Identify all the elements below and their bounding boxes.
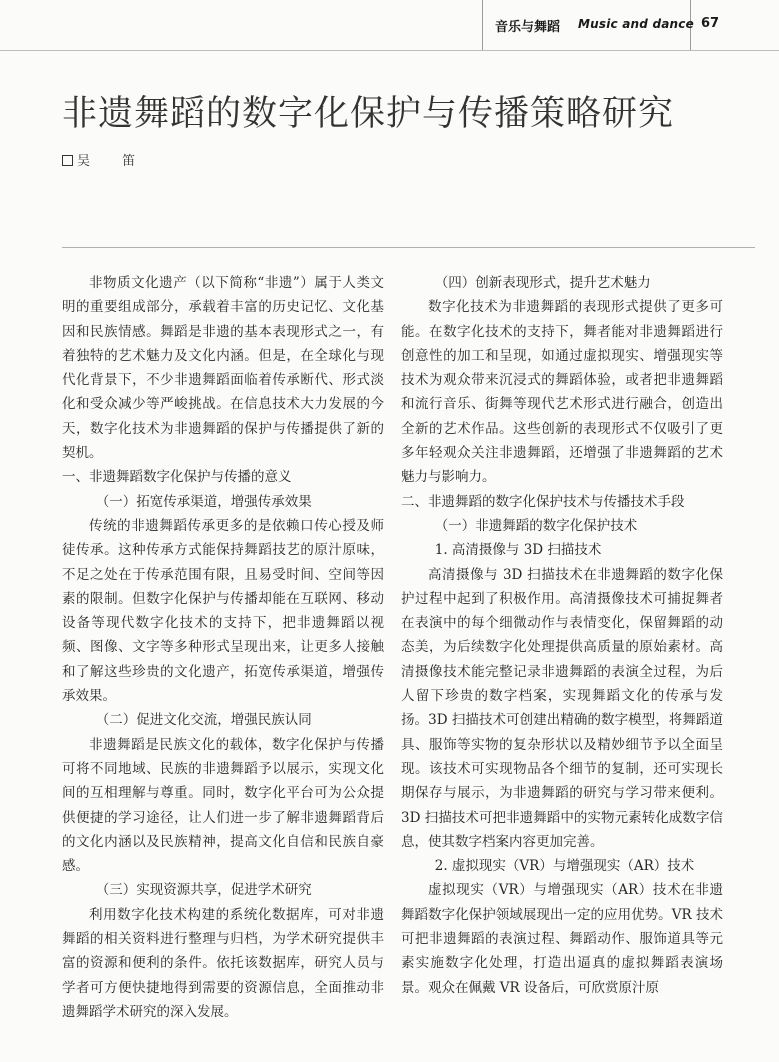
header-section-en: Music and dance (578, 17, 694, 31)
body-paragraph: 数字化技术为非遗舞蹈的表现形式提供了更多可能。在数字化技术的支持下，舞者能对非遗舞蹈进行创意性的加工和呈现，如通过虚拟现实、增强现实等技术为观众带来沉浸式的舞蹈体验，或者把非遗舞蹈和流行音乐、街舞等现代艺术形式进行融合，创造出全新的艺术作品。这些创新的表现形式不仅吸引了更多年轻观众关注非遗舞蹈，还增强了非遗舞蹈的艺术魅力与影响力。 (401, 299, 723, 486)
body-paragraph: 高清摄像与 3D 扫描技术在非遗舞蹈的数字化保护过程中起到了积极作用。高清摄像技术可捕捉舞者在表演中的每个细微动作与表情变化，保留舞蹈的动态美，为后续数字化处理提供高质量的原始素材。高清摄像技术能完整记录非遗舞蹈的表演全过程，为后人留下珍贵的数字档案，实现舞蹈文化的传承与发扬。3D 扫描技术可创建出精确的数字模型，将舞蹈道具、服饰等实物的复杂形状以及精妙细节予以全面呈现。该技术可实现物品各个细节的复制，还可实现长期保存与展示，为非遗舞蹈的研究与学习带来便利。3D 扫描技术可把非遗舞蹈中的实物元素转化成数字信息，使其数字档案内容更加完善。 (401, 566, 723, 850)
body-paragraph: 虚拟现实（VR）与增强现实（AR）技术在非遗舞蹈数字化保护领域展现出一定的应用优势。VR 技术可把非遗舞蹈的表演过程、舞蹈动作、服饰道具等元素实施数字化处理，打造出逼真的虚拟舞蹈表演场景。观众在佩戴 VR 设备后，可欣赏原汁原 (401, 882, 723, 996)
section-heading: 一、非遗舞蹈数字化保护与传播的意义 (62, 469, 292, 486)
subsection-heading: （二）促进文化交流，增强民族认同 (95, 712, 312, 729)
page-number: 67 (701, 16, 720, 31)
article-title: 非遗舞蹈的数字化保护与传播策略研究 (62, 94, 675, 134)
body-paragraph: 非物质文化遗产（以下简称“非遗”）属于人类文明的重要组成部分，承载着丰富的历史记忆、文化基因和民族情感。舞蹈是非遗的基本表现形式之一，有着独特的艺术魅力及文化内涵。但是，在全球化与现代化背景下，不少非遗舞蹈面临着传承断代、形式淡化和受众减少等严峻挑战。在信息技术大力发展的今天，数字化技术为非遗舞蹈的保护与传播提供了新的契机。 (62, 275, 384, 462)
subsection-heading: 1. 高清摄像与 3D 扫描技术 (434, 542, 602, 559)
subsection-heading: 2. 虚拟现实（VR）与增强现实（AR）技术 (434, 858, 695, 875)
subsection-heading: （一）非遗舞蹈的数字化保护技术 (434, 517, 638, 534)
header-rule (0, 50, 779, 51)
right-column (401, 271, 723, 1000)
author-box-icon (62, 155, 73, 166)
running-header (0, 0, 779, 56)
subsection-heading: （一）拓宽传承渠道，增强传承效果 (95, 493, 312, 510)
header-divider (482, 0, 483, 51)
body-paragraph: 非遗舞蹈是民族文化的载体，数字化保护与传播可将不同地域、民族的非遗舞蹈予以展示，实现文化间的互相理解与尊重。同时，数字化平台可为公众提供便捷的学习途径，让人们进一步了解非遗舞蹈背后的文化内涵以及民族精神，提高文化自信和民族自豪感。 (62, 736, 384, 875)
header-section-cn: 音乐与舞蹈 (495, 20, 561, 35)
title-divider (62, 247, 755, 248)
left-column (62, 271, 384, 1024)
section-heading: 二、非遗舞蹈的数字化保护技术与传播技术手段 (401, 493, 685, 510)
body-paragraph: 利用数字化技术构建的系统化数据库，可对非遗舞蹈的相关资料进行整理与归档，为学术研究提供丰富的资源和便利的条件。依托该数据库，研究人员与学者可方便快捷地得到需要的资源信息，全面推动非遗舞蹈学术研究的深入发展。 (62, 906, 384, 1020)
subsection-heading: （三）实现资源共享，促进学术研究 (95, 882, 312, 899)
author-line (62, 150, 149, 169)
body-paragraph: 传统的非遗舞蹈传承更多的是依赖口传心授及师徒传承。这种传承方式能保持舞蹈技艺的原汁原味，不足之处在于传承范围有限，且易受时间、空间等因素的限制。但数字化保护与传播却能在互联网、移动设备等现代数字化技术的支持下，把非遗舞蹈以视频、图像、文字等多种形式呈现出来，让更多人接触和了解这些珍贵的文化遗产，拓宽传承渠道，增强传承效果。 (62, 517, 384, 705)
author-name: 吴 笛 (77, 154, 150, 169)
subsection-heading: （四）创新表现形式，提升艺术魅力 (434, 275, 651, 291)
